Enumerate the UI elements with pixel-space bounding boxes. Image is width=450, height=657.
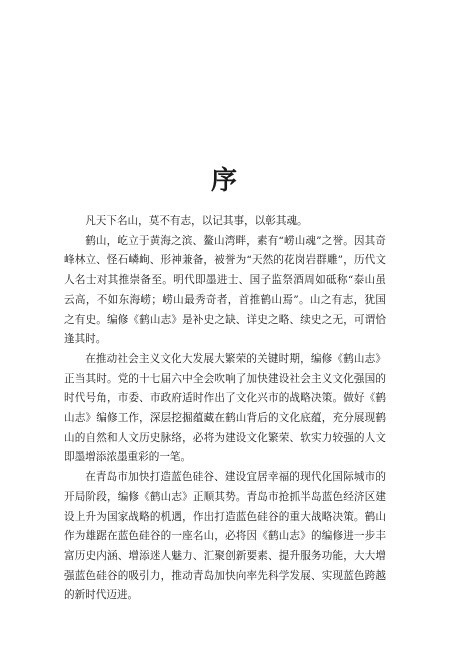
paragraph-3: 在推动社会主义文化大发展大繁荣的关键时期，编修《鹤山志》正当其时。党的十七届六中全会吹响了加快建设社会主义文化强国的时代号角，市委、市政府适时作出了文化兴市的战略决策。做好《鹤山志》编修工作，深层挖掘蕴藏在鹤山背后的文化底蕴，充分展现鹤山的自然和人文历史脉络，必将为建设文化繁荣、软实力较强的人文即墨增添浓墨重彩的一笔。	[64, 352, 386, 464]
paragraph-1: 凡天下名山，莫不有志，以记其事，以彰其魂。	[85, 215, 308, 227]
page-title: 序	[210, 166, 239, 196]
body-text	[64, 212, 386, 606]
paragraph-4: 在青岛市加快打造蓝色硅谷、建设宜居幸福的现代化国际城市的开局阶段，编修《鹤山志》正顺其势。青岛市抢抓半岛蓝色经济区建设上升为国家战略的机遇，作出打造蓝色硅谷的重大战略决策。鹤山作为雄踞在蓝色硅谷的一座名山，必将因《鹤山志》的编修进一步丰富历史内涵、增添迷人魅力、汇聚创新要素、提升服务功能，大大增强蓝色硅谷的吸引力，推动青岛加快向率先科学发展、实现蓝色跨越的新时代迈进。	[64, 471, 386, 602]
paragraph-2: 鹤山，屹立于黄海之滨、鳌山湾畔，素有“崂山魂”之誉。因其奇峰林立、怪石嶙峋、形神兼备，被誉为“天然的花岗岩群雕”，历代文人名士对其推崇备至。明代即墨进士、国子监祭酒周如砥称“泰山虽云高，不如东海崂；崂山最秀奇者，首推鹤山焉”。山之有志，犹国之有史。编修《鹤山志》是补史之缺、详史之略、续史之无，可谓恰逢其时。	[64, 234, 386, 346]
